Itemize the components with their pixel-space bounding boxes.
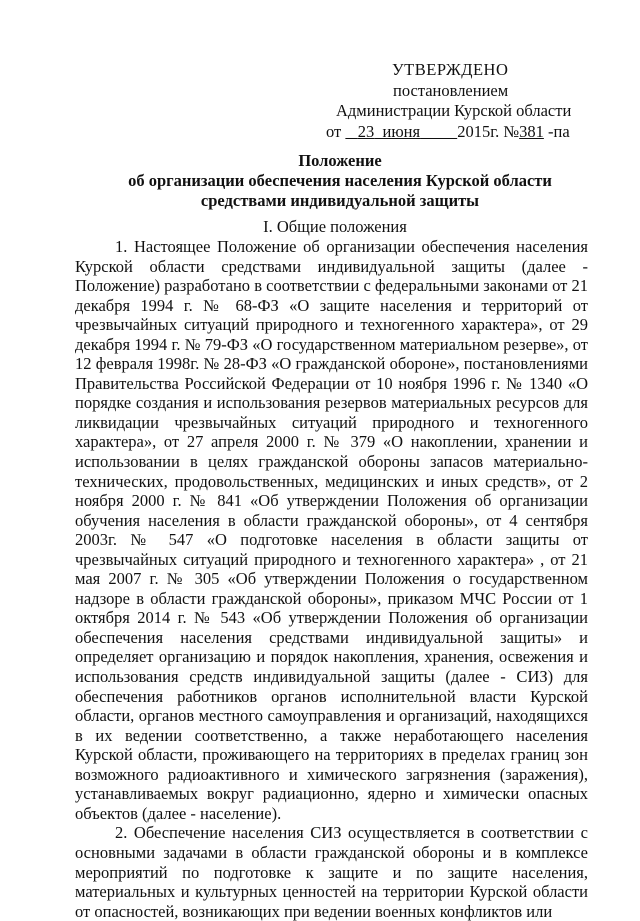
paragraph-2: 2. Обеспечение населения СИЗ осуществляется в соответствии с основными задачами в области гражданской обороны и в комплексе мероприятий по подготовке к защите и по защите населения, материальных и культурных ценностей на территории Курской области от опасностей, возникающих при ведении военных конфликтов или bbox=[75, 823, 588, 921]
decree-number: 381 bbox=[519, 121, 544, 141]
approval-title: УТВЕРЖДЕНО bbox=[392, 60, 509, 79]
document-body bbox=[75, 237, 588, 921]
decree-suffix: -па bbox=[548, 121, 570, 141]
paragraph-1: 1. Настоящее Положение об организации обеспечения населения Курской области средствами индивидуальной защиты (далее - Положение) разработано в соответствии с федеральными законами от 21 декабря 1994 г. № 68-ФЗ «О защите населения и территорий от чрезвычайных ситуаций природного и техногенного характера», от 29 декабря 1994 г. № 79-ФЗ «О государственном материальном резерве», от 12 февраля 1998г. № 28-ФЗ «О гражданской обороне», постановлениями Правительства Российской Федерации от 10 ноября 1996 г. № 1340 «О порядке создания и использования резервов материальных ресурсов для ликвидации чрезвычайных ситуаций природного и техногенного характера», от 27 апреля 2000 г. № 379 «О накоплении, хранении и использовании в целях гражданской обороны запасов материально-технических, продовольственных, медицинских и иных средств», от 2 ноября 2000 г. № 841 «Об утверждении Положения об организации обучения населения в области гражданской обороны», от 4 сентября 2003г. № 547 «О подготовке населения в области защиты от чрезвычайных ситуаций природного и техногенного характера» , от 21 мая 2007 г. № 305 «Об утверждении Положения о государственном надзоре в области гражданской обороны», приказом МЧС России от 1 октября 2014 г. № 543 «Об утверждении Положения об организации обеспечения населения средствами индивидуальной защиты» и определяет организацию и порядок накопления, хранения, освежения и использования средств индивидуальной защиты (далее - СИЗ) для обеспечения работников органов исполнительной власти Курской области, органов местного самоуправления и организаций, находящихся в их ведении соответственно, а также неработающего населения Курской области, проживающего на территориях в пределах границ зон возможного радиоактивного и химического загрязнения (заражения), устанавливаемых вокруг радиационно, ядерно и химически опасных объектов (далее - население). bbox=[75, 237, 588, 823]
approval-authority: Администрации Курской области bbox=[336, 101, 572, 120]
approval-date-number bbox=[325, 122, 605, 143]
approval-block bbox=[325, 60, 605, 142]
approval-decree-label: постановлением bbox=[393, 80, 509, 100]
title-line-2: об организации обеспечения населения Курской области bbox=[128, 171, 552, 190]
section-heading: I. Общие положения bbox=[263, 217, 407, 236]
date-year: 2015г. bbox=[457, 121, 500, 141]
date-from-label: от bbox=[326, 121, 342, 141]
number-label: № bbox=[503, 121, 520, 141]
date-day: 23 июня bbox=[357, 121, 421, 141]
title-line-1: Положение bbox=[298, 151, 382, 170]
title-line-3: средствами индивидуальной защиты bbox=[200, 191, 480, 210]
document-title bbox=[90, 151, 590, 211]
